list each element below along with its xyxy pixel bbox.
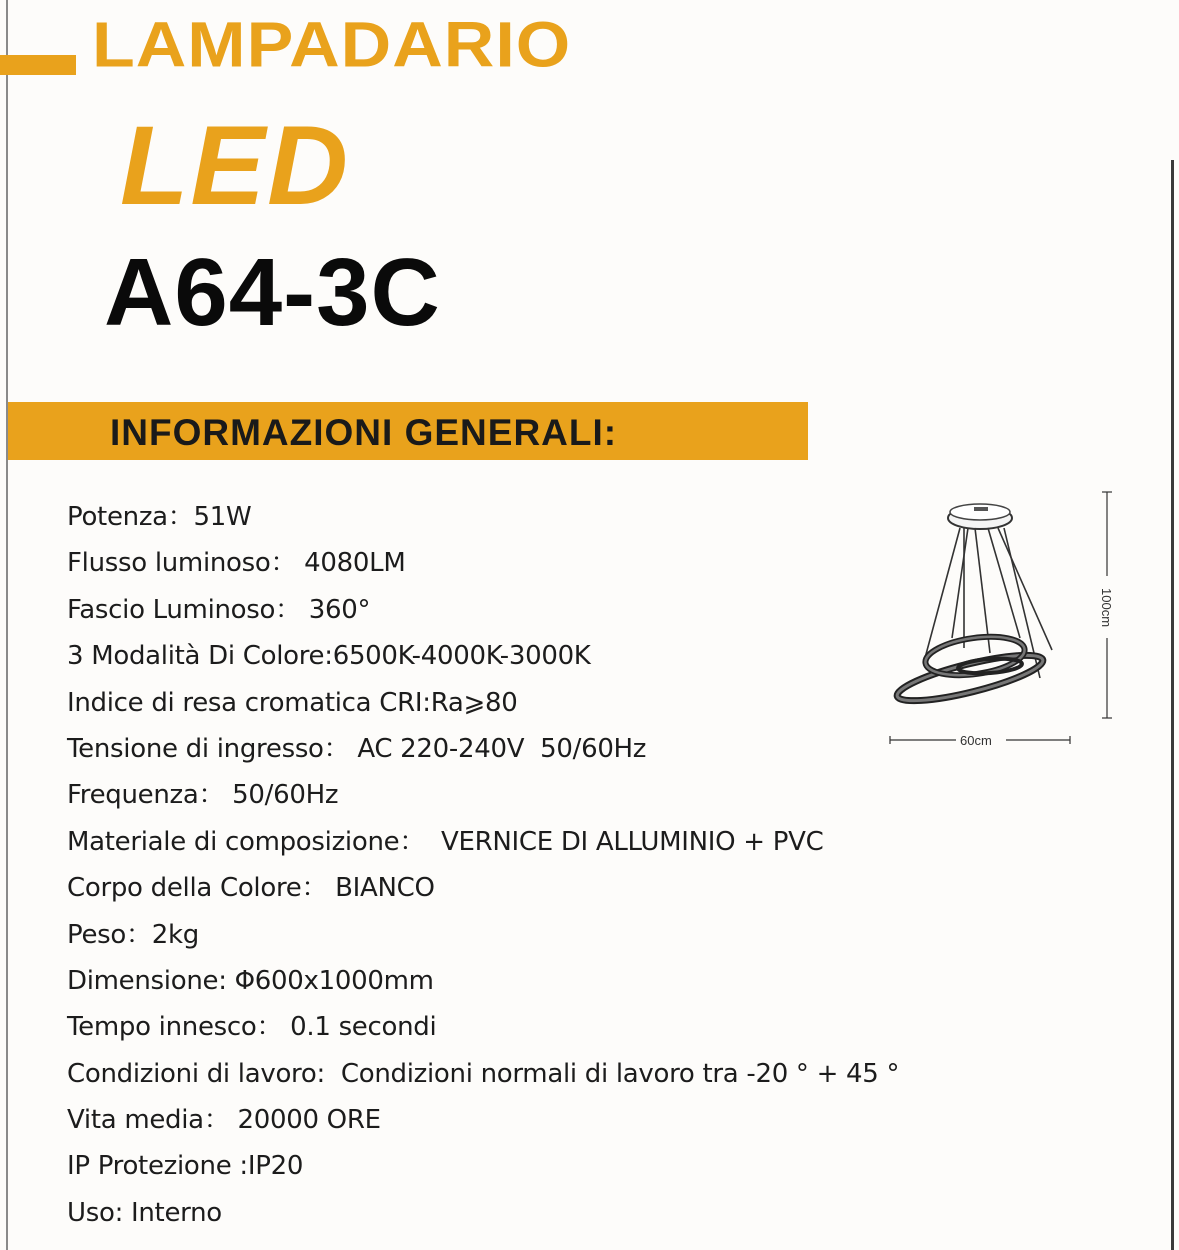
spec-ip: IP Protezione :IP20 — [67, 1151, 304, 1182]
width-label: 60cm — [960, 733, 992, 748]
left-border — [6, 0, 8, 1250]
spec-condizioni: Condizioni di lavoro: Condizioni normali di lavoro tra -20 ° + 45 ° — [67, 1058, 900, 1089]
spec-uso: Uso: Interno — [67, 1197, 222, 1228]
spec-corpo: Corpo della Colore： BIANCO — [67, 873, 435, 904]
chandelier-drawing — [880, 488, 1120, 758]
spec-dimensione: Dimensione: Φ600x1000mm — [67, 965, 434, 996]
spec-tempo: Tempo innesco： 0.1 secondi — [67, 1012, 437, 1043]
spec-potenza: Potenza：51W — [67, 502, 252, 532]
model-code: A64-3C — [104, 239, 441, 346]
spec-fascio: Fascio Luminoso： 360° — [67, 594, 371, 625]
chandelier-diagram — [880, 488, 1120, 763]
spec-tensione: Tensione di ingresso： AC 220-240V 50/60Hz — [67, 733, 647, 764]
spec-peso: Peso：2kg — [67, 919, 199, 950]
spec-vita: Vita media： 20000 ORE — [67, 1105, 381, 1136]
spec-frequenza: Frequenza： 50/60Hz — [67, 780, 339, 811]
spec-cri: Indice di resa cromatica CRI:Ra⩾80 — [67, 687, 518, 718]
height-label: 100cm — [1099, 588, 1114, 628]
spec-flusso: Flusso luminoso： 4080LM — [67, 548, 406, 579]
spec-list — [67, 497, 899, 1239]
spec-materiale: Materiale di composizione： VERNICE DI ALLUMINIO + PVC — [67, 826, 824, 857]
title-lampadario: LAMPADARIO — [92, 8, 572, 81]
spec-colore: 3 Modalità Di Colore:6500K-4000K-3000K — [67, 641, 591, 672]
accent-bar — [0, 55, 76, 75]
right-border — [1171, 160, 1174, 1250]
section-title: INFORMAZIONI GENERALI: — [110, 412, 618, 453]
title-led: LED — [120, 103, 350, 228]
